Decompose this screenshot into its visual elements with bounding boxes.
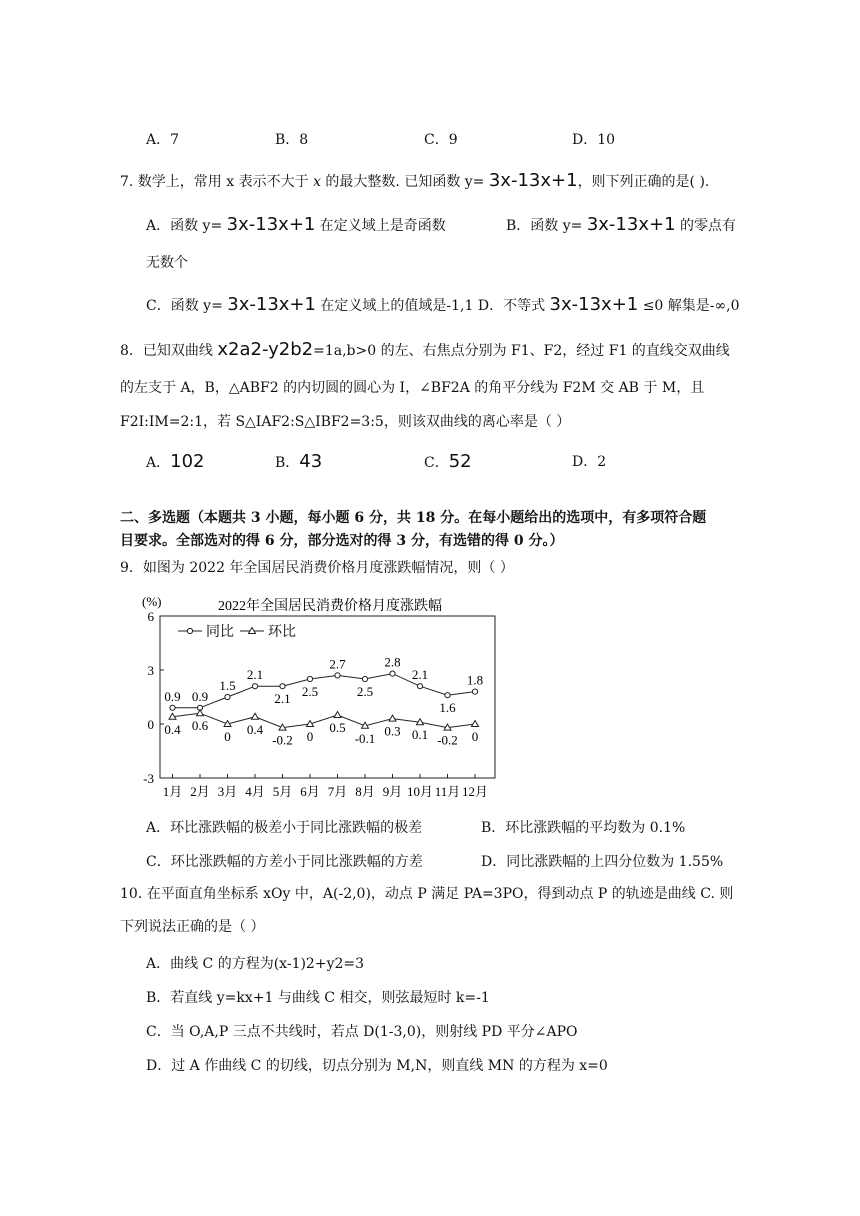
q8-option-d-value: 2: [597, 454, 607, 470]
data-label: 2.5: [301, 684, 319, 699]
x-tick-label: 11月: [434, 784, 461, 799]
x-tick-label: 3月: [217, 784, 238, 799]
data-label: 2.1: [274, 691, 291, 707]
data-point: [252, 713, 259, 719]
x-tick-label: 10月: [406, 784, 434, 799]
q8-hyperbola-expr: x2a2-y2b2: [217, 339, 314, 360]
data-point: [280, 684, 285, 689]
data-label: 0.4: [164, 721, 181, 737]
q7-option-c-pre: C．函数 y=: [146, 298, 228, 314]
y-tick-label: -3: [143, 771, 154, 786]
section-heading-line1: 二、多选题（本题共 3 小题，每小题 6 分，共 18 分。在每小题给出的选项中，有多项符合题: [120, 510, 707, 526]
q10-option-d: D．过 A 作曲线 C 的切线，切点分别为 M,N，则直线 MN 的方程为 x=0: [146, 1058, 608, 1074]
q7-option-b: [506, 215, 736, 236]
legend-series1-label: 同比: [206, 625, 234, 640]
data-label: 0.1: [411, 727, 429, 743]
data-point: [417, 684, 422, 689]
q7-option-d-expr: 3x-13x+1: [549, 294, 639, 315]
data-label: 1.5: [219, 678, 236, 693]
data-point: [197, 710, 204, 716]
data-label: -0.2: [437, 732, 458, 748]
data-point: [472, 689, 477, 694]
q8-option-a-label: A．: [146, 455, 171, 471]
data-point: [225, 694, 230, 699]
data-label: 2.5: [356, 684, 374, 699]
x-tick-label: 5月: [272, 784, 293, 799]
data-point: [472, 721, 479, 727]
q10-line1: 10. 在平面直角坐标系 xOy 中，A(-2,0)，动点 P 满足 PA=3PO，得到动点 P 的轨迹是曲线 C. 则: [120, 886, 734, 902]
y-tick-label: 6: [147, 609, 154, 624]
q7-stem-part2: 的最大整数. 已知函数 y=: [320, 174, 489, 190]
q10-option-b: B．若直线 y=kx+1 与曲线 C 相交，则弦最短时 k=-1: [146, 990, 490, 1006]
data-label: 2.1: [246, 667, 264, 683]
q9-option-d: D．同比涨跌幅的上四分位数为 1.55%: [481, 854, 724, 870]
y-tick-label: 3: [147, 663, 154, 678]
q9-stem: 9．如图为 2022 年全国居民消费价格月度涨跌幅情况，则（ ）: [120, 560, 514, 576]
data-point: [307, 676, 312, 681]
q8-line1-pre: 8．已知双曲线: [120, 343, 218, 359]
q7-option-a: [146, 215, 446, 236]
q7-stem-part3: ，则下列正确的是( ).: [577, 174, 710, 190]
q8-line2: 的左支于 A，B，△ABF2 的内切圆的圆心为 I，∠BF2A 的角平分线为 F2M 交 AB 于 M，且: [120, 380, 705, 396]
data-point: [335, 673, 340, 678]
y-tick-label: 0: [147, 717, 154, 732]
data-label: 2.1: [411, 667, 429, 683]
data-label: 0: [471, 729, 479, 744]
q7-option-cd: [146, 295, 740, 316]
q7-option-b-expr: 3x-13x+1: [586, 214, 676, 235]
data-label: 2.8: [384, 654, 401, 670]
data-label: 0: [224, 729, 231, 744]
q6-option-c: C．9: [424, 132, 458, 148]
x-tick-label: 9月: [382, 784, 403, 799]
x-tick-label: 1月: [162, 784, 183, 799]
q7-stem-var: x: [313, 174, 321, 190]
q8-option-a-value: 102: [170, 451, 205, 472]
line-chart: [130, 592, 510, 807]
q10-option-a: A．曲线 C 的方程为(x-1)2+y2=3: [146, 956, 365, 972]
data-point: [445, 693, 450, 698]
legend-series2-label: 环比: [268, 625, 296, 640]
x-tick-label: 4月: [245, 784, 265, 799]
q7-option-d-post: ≤0 解集是-∞,0: [638, 298, 740, 314]
data-label: 0.4: [246, 721, 264, 737]
x-tick-label: 2月: [190, 784, 210, 799]
q9-option-b: B．环比涨跌幅的平均数为 0.1%: [481, 820, 686, 836]
q8-line1: [120, 340, 730, 361]
q7-option-b-pre: B．函数 y=: [506, 218, 587, 234]
x-tick-label: 8月: [355, 784, 375, 799]
q7-option-b-post: 的零点有: [675, 218, 736, 234]
q7-option-a-post: 在定义域上是奇函数: [315, 218, 446, 234]
data-label: 0.3: [384, 723, 401, 739]
data-point: [389, 715, 396, 721]
q8-option-d-label: D．: [572, 454, 598, 470]
q7-stem: [120, 171, 709, 192]
q8-option-b-value: 43: [299, 451, 323, 472]
series-line-1: [173, 674, 476, 708]
data-label: 1.6: [439, 700, 456, 716]
q8-option-b: [275, 452, 322, 473]
q6-option-a: A．7: [146, 132, 180, 148]
chart-title: 2022年全国居民消费价格月度涨跌幅: [218, 599, 442, 614]
data-point: [252, 684, 257, 689]
q8-option-c-value: 52: [448, 451, 472, 472]
q6-option-d: D．10: [572, 132, 616, 148]
q8-option-c: [424, 452, 472, 473]
q10-option-c: C．当 O,A,P 三点不共线时，若点 D(1-3,0)，则射线 PD 平分∠APO: [146, 1024, 578, 1040]
q7-option-b-continued: 无数个: [146, 255, 188, 271]
q8-line1-post: =1a,b>0 的左、右焦点分别为 F1、F2，经过 F1 的直线交双曲线: [313, 343, 730, 359]
chart-marks: [143, 609, 488, 799]
q8-option-c-label: C．: [424, 455, 449, 471]
q7-option-a-pre: A．函数 y=: [146, 218, 227, 234]
section-heading-line2: 目要求。全部选对的得 6 分，部分选对的得 3 分，有选错的得 0 分。）: [120, 533, 564, 549]
data-label: -0.2: [272, 732, 293, 748]
q9-option-a: A．环比涨跌幅的极差小于同比涨跌幅的极差: [146, 820, 423, 836]
legend-series1-marker: [187, 628, 192, 633]
data-label: 0.6: [191, 718, 209, 734]
data-label: 0.5: [329, 720, 346, 735]
q8-line3: F2I:IM=2:1，若 S△IAF2:S△IBF2=3:5，则该双曲线的离心率是（ ）: [120, 414, 571, 430]
legend: [178, 624, 296, 640]
x-tick-label: 7月: [327, 784, 348, 799]
data-label: -0.1: [354, 730, 376, 746]
q7-option-c-post: 在定义域上的值域是-1,1: [315, 298, 474, 314]
data-label: 0.9: [191, 688, 209, 704]
plot-frame: [160, 616, 495, 778]
q10-line2: 下列说法正确的是（ ）: [120, 919, 265, 935]
q9-option-c: C．环比涨跌幅的方差小于同比涨跌幅的方差: [146, 854, 423, 870]
data-label: 0: [306, 729, 314, 744]
q8-option-b-label: B．: [275, 455, 300, 471]
y-axis-unit-label: (%): [142, 594, 162, 609]
data-label: 0.9: [164, 688, 181, 704]
q7-option-a-expr: 3x-13x+1: [226, 214, 316, 235]
data-point: [362, 676, 367, 681]
x-tick-label: 12月: [461, 784, 489, 799]
q8-option-a: [146, 452, 204, 473]
q6-option-b: B．8: [275, 132, 309, 148]
data-point: [170, 705, 175, 710]
q7-option-c-expr: 3x-13x+1: [227, 294, 316, 315]
data-label: 2.7: [329, 656, 346, 672]
data-point: [390, 671, 395, 676]
q7-stem-part1: 7. 数学上，常用 x 表示不大于: [120, 174, 314, 190]
x-tick-label: 6月: [300, 784, 320, 799]
q8-option-d: [572, 452, 606, 472]
series-line-2: [173, 713, 476, 727]
q7-expression: 3x-13x+1: [488, 170, 578, 191]
data-point: [334, 712, 341, 718]
data-label: 1.8: [466, 672, 484, 688]
q7-option-d-pre: D．不等式: [473, 298, 550, 314]
